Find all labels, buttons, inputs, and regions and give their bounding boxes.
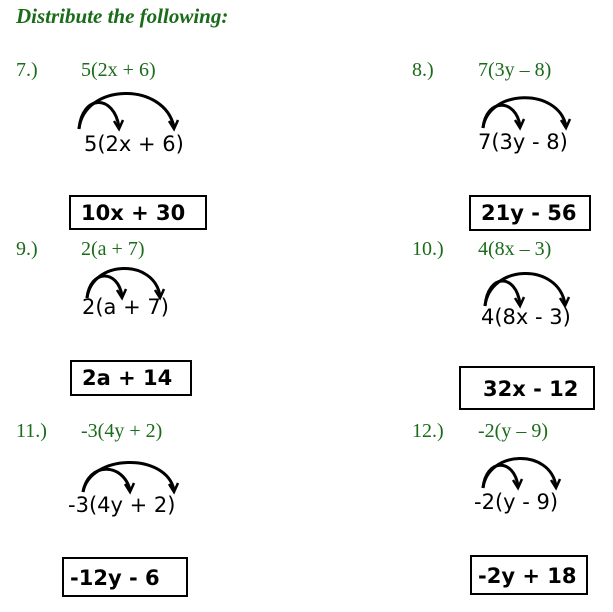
answer-box: 21y - 56	[469, 195, 591, 231]
problem-12	[412, 420, 613, 610]
distribution-work: 5(2x + 6)	[84, 132, 184, 156]
problem-11	[16, 420, 306, 610]
problem-expression: 5(2x + 6)	[81, 59, 156, 81]
problem-8	[412, 59, 613, 249]
problem-number: 11.)	[16, 420, 47, 442]
problem-9	[16, 238, 306, 428]
problem-10	[412, 238, 613, 428]
answer-box: 10x + 30	[69, 195, 207, 230]
distribution-work: 2(a + 7)	[82, 295, 169, 319]
problem-number: 12.)	[412, 420, 444, 442]
page-title: Distribute the following:	[16, 4, 229, 28]
problem-number: 10.)	[412, 238, 444, 260]
distribution-work: -2(y - 9)	[474, 490, 559, 514]
distribution-work: 7(3y - 8)	[478, 130, 568, 154]
problem-number: 7.)	[16, 59, 38, 81]
answer-box: 32x - 12	[459, 366, 595, 410]
answer-box: 2a + 14	[70, 360, 192, 396]
problem-expression: 7(3y – 8)	[478, 59, 552, 81]
problem-expression: -2(y – 9)	[478, 420, 548, 442]
problem-expression: 2(a + 7)	[81, 238, 145, 260]
answer-box: -12y - 6	[62, 557, 188, 597]
problem-number: 9.)	[16, 238, 38, 260]
problem-expression: 4(8x – 3)	[478, 238, 552, 260]
distribution-work: 4(8x - 3)	[481, 305, 571, 329]
problem-number: 8.)	[412, 59, 434, 81]
distribution-work: -3(4y + 2)	[68, 493, 176, 517]
problem-7	[16, 59, 306, 249]
problem-expression: -3(4y + 2)	[81, 420, 163, 442]
answer-box: -2y + 18	[470, 555, 588, 595]
